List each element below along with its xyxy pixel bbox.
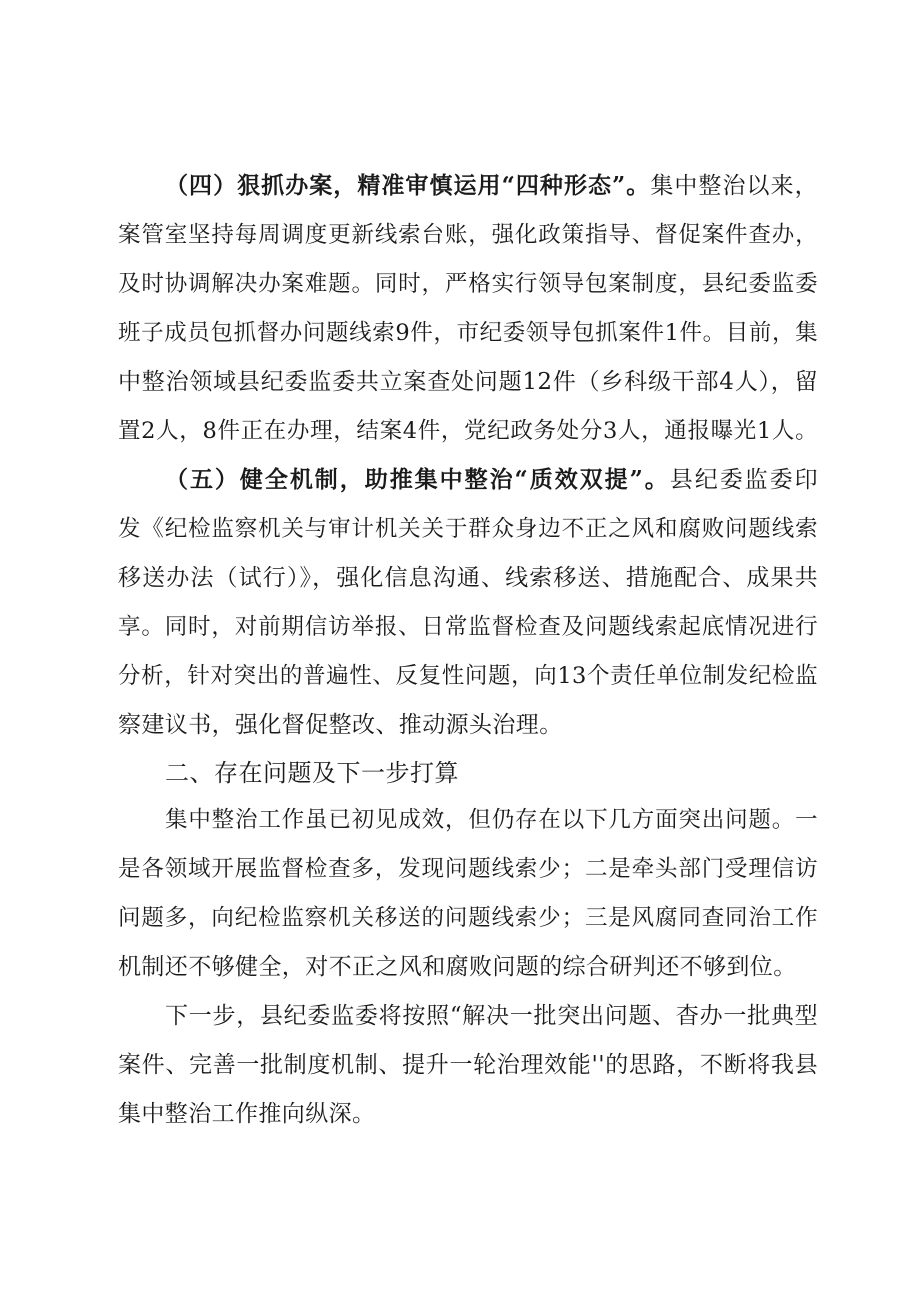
section4-line-6: 置2人，8件正在办理，结案4件，党纪政务处分3人，通报曝光1人。 bbox=[118, 418, 818, 444]
section5-line-3: 移送办法（试行）》，强化信息沟通、线索移送、措施配合、成果共 bbox=[118, 565, 818, 591]
part2-para2-line-1: 下一步，县纪委监委将按照“解决一批突出问题、杳办一批典型 bbox=[165, 1003, 818, 1029]
section4-heading: （四）狠抓办案，精准审慎运用“四种形态”。 bbox=[165, 172, 651, 199]
part2-para1-line-1: 集中整治工作虽已初见成效，但仍存在以下几方面突出问题。一 bbox=[165, 807, 818, 833]
part2-title: 二、存在问题及下一步打算 bbox=[165, 759, 459, 787]
part2-para2-line-2: 案件、完善一批制度机制、提升一轮治理效能''的思路，不断将我县 bbox=[118, 1052, 818, 1078]
section5-line-5: 分析，针对突出的普遍性、反复性问题，向13个责任单位制发纪检监 bbox=[118, 663, 818, 689]
part2-para1-line-2: 是各领域开展监督检查多，发现问题线索少；二是牵头部门受理信访 bbox=[118, 856, 818, 882]
section4-text-1: 集中整治以来， bbox=[650, 173, 818, 199]
section4-line-5: 中整治领域县纪委监委共立案查处问题12件（乡科级干部4人），留 bbox=[118, 369, 818, 395]
part2-para2-line-3: 集中整治工作推向纵深。 bbox=[118, 1101, 376, 1127]
section4-line-1 bbox=[165, 163, 818, 209]
section5-line-2: 发《纪检监察机关与审计机关关于群众身边不正之风和腐败问题线索 bbox=[118, 516, 818, 542]
section5-heading: （五）健全机制，助推集中整治“质效双提”。 bbox=[165, 466, 670, 493]
section5-line-4: 享。同时，对前期信访举报、日常监督检查及问题线索起底情况进行 bbox=[118, 614, 818, 640]
section4-line-4: 班子成员包抓督办问题线索9件，市纪委领导包抓案件1件。目前，集 bbox=[118, 320, 818, 346]
section5-line-1 bbox=[165, 457, 818, 503]
section5-line-6: 察建议书，强化督促整改、推动源头治理。 bbox=[118, 712, 563, 738]
section4-line-2: 案管室坚持每周调度更新线索台账，强化政策指导、督促案件查办， bbox=[118, 222, 818, 248]
part2-para1-line-3: 问题多，向纪检监察机关移送的问题线索少；三是风腐同查同治工作 bbox=[118, 905, 818, 931]
section4-line-3: 及时协调解决办案难题。同时，严格实行领导包案制度，县纪委监委 bbox=[118, 271, 818, 297]
part2-para1-line-4: 机制还不够健全，对不正之风和腐败问题的综合研判还不够到位。 bbox=[118, 954, 797, 980]
section5-text-1: 县纪委监委印 bbox=[669, 467, 818, 493]
